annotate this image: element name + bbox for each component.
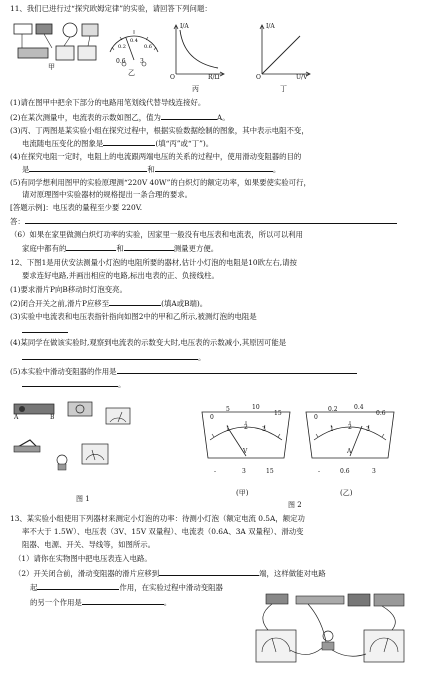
q11-p2-text: (2)在某次测量中，电流表的示数如图乙，值为 (10, 113, 161, 122)
q12-p4-line1: (4)某同学在做该实验时,观察到电流表的示数变大时,电压表的示数减小,其原因可能是 (10, 338, 287, 347)
q13-p2-text: （2）开关闭合前，滑动变阻器的滑片应移到 (14, 569, 160, 578)
q11-p5-example: [答题示例]：电压表的量程至少要 220V. (10, 203, 143, 212)
q11-meter-tick-1: 0.2 (118, 44, 126, 50)
q13-p2-text-b: 端，这样做能对电路 (259, 569, 326, 578)
q11-ding-origin: O (256, 74, 261, 81)
q11-p4-line2 (22, 164, 280, 174)
q12-line1: 12、下图1是用伏安法测量小灯泡的电阻所要的器材,估计小灯泡的电阻是10欧左右,请按 (10, 258, 297, 267)
q11-fig-bing-label: 丙 (192, 85, 199, 93)
q13-line3: 阻器、电源、开关、导线等，如图所示。 (22, 540, 156, 549)
q12-fig2-label: 图 2 (288, 501, 302, 509)
q12-p1: (1)要求滑片P向B移动时灯泡变亮。 (10, 285, 127, 294)
q11-meter-terminal-1: 0.6 (116, 58, 126, 65)
q11-p5-answer (10, 216, 397, 226)
q12-amp-tick-04: 0.4 (354, 404, 364, 411)
q12-p5-line1 (10, 366, 357, 376)
q13-line1: 13、某实验小组使用下列器材来测定小灯泡的功率：待测小灯泡（额定电流 0.5A，额定功 (10, 514, 305, 523)
q12-label-a: A (14, 414, 19, 421)
q13-p2-text-d: 作用，在实验过程中滑动变阻器 (119, 583, 223, 592)
q12-amp-term-3: 3 (372, 468, 376, 475)
q12-volt-tick-10: 10 (252, 404, 260, 411)
q11-p3-line2 (22, 138, 213, 148)
q12-p2-blank[interactable] (109, 298, 161, 306)
q11-p6-and: 和 (116, 244, 124, 253)
q11-p3-hint: (填“丙”或“丁”)。 (155, 139, 214, 148)
q11-bing-xlabel: R/Ω (208, 74, 220, 81)
q12-volt-term-neg: - (214, 468, 217, 475)
q12-amp-small-1: 1 (330, 426, 334, 433)
q13-p2-line1 (14, 568, 326, 578)
q11-p3-line1: (3)丙、丁两图是某实验小组在探究过程中，根据实验数据绘制的图象，其中表示电阻不变， (10, 126, 309, 135)
q11-p4-line1: (4)在探究电阻一定时，电阻上的电流跟两端电压的关系的过程中，使用滑动变阻器的目的 (10, 152, 302, 161)
q12-volt-small-2: 2 (244, 424, 248, 431)
q12-p2-text: (2)闭合开关之前,滑片P应移至 (10, 299, 110, 308)
q12-p2 (10, 298, 207, 308)
q11-p3-text: 电流随电压变化的图象是 (22, 139, 104, 148)
q12-line2: 要求连好电路,并画出相应的电路,标出电表的正、负接线柱。 (22, 271, 219, 280)
q11-p1: (1)请在图甲中把余下部分的电路用笔划线代替导线连接好。 (10, 98, 206, 107)
q11-p4-blank-2[interactable] (155, 164, 273, 172)
q11-fig-jia-label: 甲 (48, 63, 55, 71)
q12-fig1-label: 图 1 (76, 495, 90, 503)
q12-p2-hint: (填A或B端)。 (161, 299, 208, 308)
q12-amp-tick-06: 0.6 (376, 410, 386, 417)
q13-p2-text-e: 的另一个作用是 (30, 598, 82, 607)
q13-apparatus (252, 590, 412, 670)
q13-p2-line3 (30, 597, 171, 607)
q12-amp-tick-02: 0.2 (328, 406, 338, 413)
q12-amp-small-3: 3 (366, 426, 370, 433)
q12-volt-tick-5: 5 (226, 406, 230, 413)
q12-p3-line2 (22, 325, 68, 335)
q13-p2-blank-1[interactable] (159, 568, 259, 576)
q11-p6-text: 家庭中都有的 (22, 244, 67, 253)
q11-fig-yi-label: 乙 (128, 69, 135, 77)
q12-p5-blank-1[interactable] (117, 366, 357, 374)
q13-p2-blank-2[interactable] (37, 582, 119, 590)
q12-p3-line1: (3)实验中电流表和电压表指针指向如图2中的甲和乙所示,被测灯泡的电阻是 (10, 312, 257, 321)
q12-label-b: B (50, 414, 55, 421)
q12-fig2-jia-label: (甲) (236, 489, 249, 497)
q11-p4-end: 。 (272, 165, 281, 174)
q11-p2-unit: A。 (216, 113, 230, 122)
q12-p5-text: (5)本实验中滑动变阻器的作用是 (10, 367, 117, 376)
q12-volt-unit: V (243, 448, 248, 455)
q12-volt-small-1: 1 (226, 426, 230, 433)
q12-fig2-yi-label: (乙) (340, 489, 353, 497)
q12-amp-unit: A (347, 448, 352, 455)
q13-p2-text-c: 起 (30, 583, 38, 592)
q11-ding-xlabel: U/V (296, 74, 308, 81)
q11-meter-tick-3: 0.6 (144, 44, 152, 50)
q11-p4-and: 和 (147, 165, 155, 174)
q11-p4-text: 是 (22, 165, 30, 174)
q11-p5-answer-blank[interactable] (25, 216, 397, 224)
q11-p6-line2 (22, 243, 218, 253)
q11-p2 (10, 112, 230, 122)
q12-p3-blank[interactable] (22, 325, 68, 333)
q11-p5-line1: (5)有同学想利用图甲的实验原理测“220V 40W”的白炽灯的额定功率，如果要使实验可行， (10, 178, 311, 187)
q12-amp-term-06: 0.6 (340, 468, 350, 475)
q13-p2-end: 。 (163, 598, 172, 607)
q11-bing-ylabel: I/A (180, 23, 189, 30)
q11-fig-ding-label: 丁 (280, 85, 287, 93)
q12-volt-term-15: 15 (266, 468, 274, 475)
q12-p4-blank[interactable] (22, 352, 198, 360)
q13-p1: （1）请你在实物图中把电压表连入电路。 (14, 554, 152, 563)
q11-meter-terminal-2: 3 (140, 58, 144, 65)
q12-p5-blank-2[interactable] (22, 379, 118, 387)
q13-p2-blank-3[interactable] (82, 597, 164, 605)
q12-amp-tick-0: 0 (314, 414, 318, 421)
q12-p4-end: 。 (198, 353, 206, 362)
q11-p6-blank-2[interactable] (124, 243, 174, 251)
q12-volt-tick-0: 0 (210, 414, 214, 421)
q12-amp-term-neg: - (318, 468, 321, 475)
q11-fig-yi-meter (104, 22, 164, 68)
q12-volt-small-3: 3 (262, 426, 266, 433)
q11-ding-ylabel: I/A (266, 23, 275, 30)
q11-p2-blank[interactable] (161, 112, 217, 120)
q11-p6-line1: （6）如果在家里做测白炽灯功率的实验，因家里一般没有电压表和电流表，所以可以利用 (10, 230, 303, 239)
q12-p4-line2 (22, 352, 205, 362)
q12-amp-small-2: 2 (348, 424, 352, 431)
q12-p5-end: 。 (118, 380, 126, 389)
q12-p5-line2 (22, 379, 125, 389)
q11-p3-blank[interactable] (103, 138, 155, 146)
q11-p5-answer-label: 答： (10, 217, 25, 226)
q13-p2-line2 (30, 582, 223, 592)
q11-p6-end: 测量更方便。 (173, 244, 219, 253)
q12-fig1-apparatus (12, 400, 132, 500)
q11-meter-tick-2: 0.4 (130, 38, 138, 44)
q11-bing-origin: O (170, 74, 175, 81)
q13-line2: 率不大于 1.5W）、电压表（3V、15V 双量程）、电流表（0.6A、3A 双量程）、滑动变 (22, 527, 304, 536)
q11-fig-jia-circuit (12, 22, 100, 70)
q11-fig-bing-graph (170, 24, 226, 80)
q12-volt-term-3: 3 (242, 468, 246, 475)
q11-p4-blank-1[interactable] (29, 164, 147, 172)
q11-p5-line2: 请对原理图中实验器材的规格提出一条合理的要求。 (22, 190, 192, 199)
q11-stem: 11、我们已进行过“探究欧姆定律”的实验，请回答下列问题： (10, 4, 212, 13)
q11-fig-ding-graph (256, 24, 312, 80)
q12-volt-tick-15: 15 (274, 410, 282, 417)
q11-p6-blank-1[interactable] (66, 243, 116, 251)
